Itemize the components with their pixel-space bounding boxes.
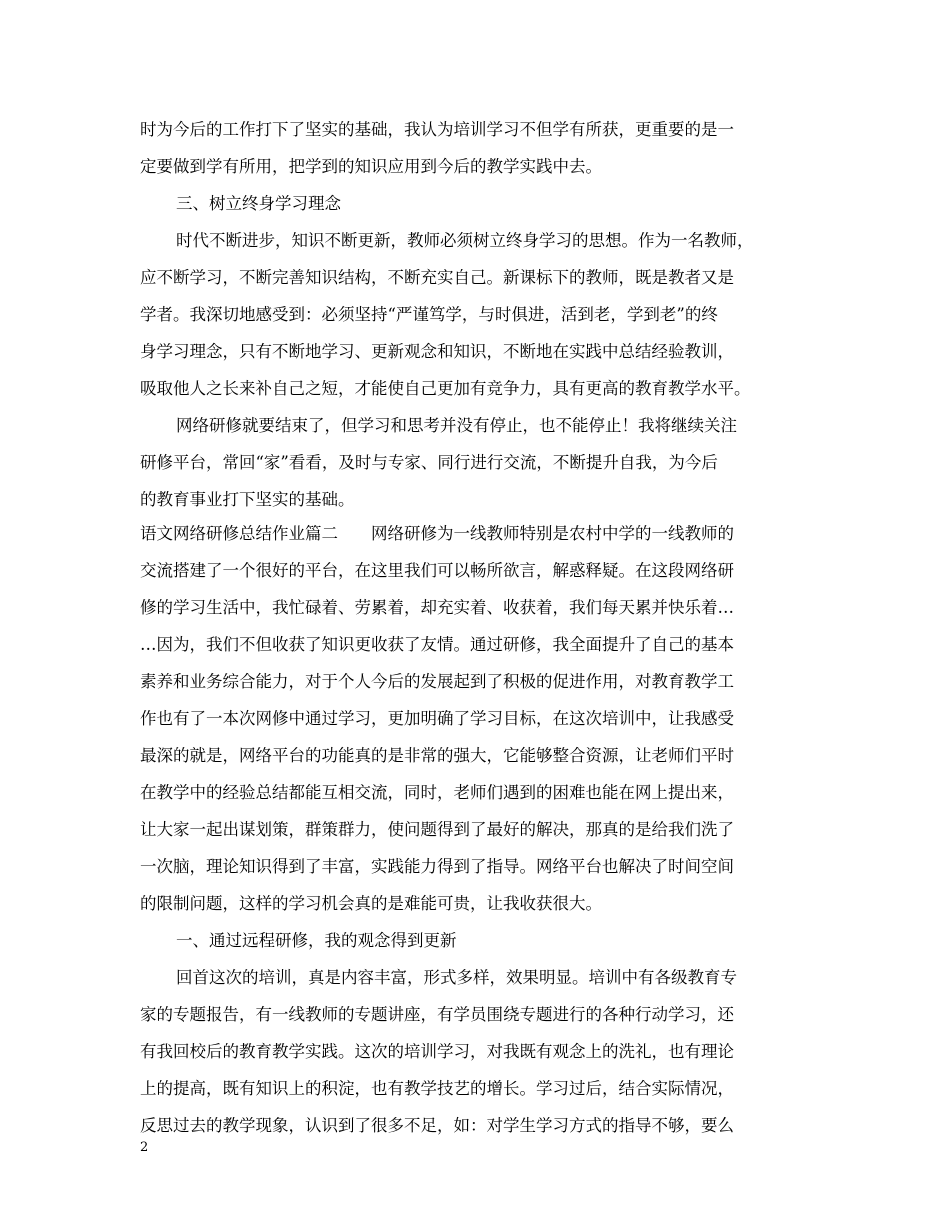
text-line-11: 的教育事业打下坚实的基础。 [140,490,355,509]
text-line-14: 修的学习生活中，我忙碌着、劳累着，却充实着、收获着，我们每天累并快乐着… [140,598,734,617]
text-line-18: 最深的就是，网络平台的功能真的是非常的强大，它能够整合资源，让老师们平时 [140,746,734,765]
text-line-10: 研修平台，常回“家”看看，及时与专家、同行进行交流，不断提升自我，为今后 [140,453,718,472]
text-line-26: 有我回校后的教育教学实践。这次的培训学习，对我既有观念上的洗礼，也有理论 [140,1042,734,1061]
article-title-line: 语文网络研修总结作业篇二 网络研修为一线教师特别是农村中学的一线教师的 [140,524,734,543]
text-line-19: 在教学中的经验总结都能互相交流，同时，老师们遇到的困难也能在网上提出来， [140,783,734,802]
text-line-8: 吸取他人之长来补自己之短，才能使自己更加有竞争力，具有更高的教育教学水平。 [140,379,751,398]
text-line-9: 网络研修就要结束了，但学习和思考并没有停止，也不能停止！我将继续关注 [176,416,737,435]
section-heading-23: 一、通过远程研修，我的观念得到更新 [176,931,457,950]
text-line-22: 的限制问题，这样的学习机会真的是难能可贵，让我收获很大。 [140,894,602,913]
text-line-4: 时代不断进步，知识不断更新，教师必须树立终身学习的思想。作为一名教师， [176,231,754,250]
text-line-25: 家的专题报告，有一线教师的专题讲座，有学员围绕专题进行的各种行动学习，还 [140,1005,734,1024]
text-line-15: …因为，我们不但收获了知识更收获了友情。通过研修，我全面提升了自己的基本 [140,635,734,654]
text-line-27: 上的提高，既有知识上的积淀，也有教学技艺的增长。学习过后，结合实际情况， [140,1079,734,1098]
text-line-17: 作也有了一本次网修中通过学习，更加明确了学习目标，在这次培训中，让我感受 [140,709,734,728]
text-line-13: 交流搭建了一个很好的平台，在这里我们可以畅所欲言，解惑释疑。在这段网络研 [140,561,734,580]
text-line-5: 应不断学习，不断完善知识结构，不断充实自己。新课标下的教师，既是教者又是 [140,268,734,287]
text-line-16: 素养和业务综合能力，对于个人今后的发展起到了积极的促进作用，对教育教学工 [140,672,734,691]
text-line-6: 学者。我深切地感受到：必须坚持“严谨笃学，与时俱进，活到老，学到老”的终 [140,305,718,324]
text-line-1: 时为今后的工作打下了坚实的基础，我认为培训学习不但学有所获，更重要的是一 [140,120,734,139]
text-line-7: 身学习理念，只有不断地学习、更新观念和知识，不断地在实践中总结经验教训， [140,342,734,361]
text-line-21: 一次脑，理论知识得到了丰富，实践能力得到了指导。网络平台也解决了时间空间 [140,857,734,876]
page-number: 2 [140,1140,149,1155]
text-line-24: 回首这次的培训，真是内容丰富，形式多样，效果明显。培训中有各级教育专 [176,968,737,987]
text-line-20: 让大家一起出谋划策，群策群力，使问题得到了最好的解决，那真的是给我们洗了 [140,820,734,839]
text-line-28: 反思过去的教学现象，认识到了很多不足，如：对学生学习方式的指导不够，要么 [140,1116,734,1135]
text-line-2: 定要做到学有所用，把学到的知识应用到今后的教学实践中去。 [140,157,602,176]
section-heading-3: 三、树立终身学习理念 [176,194,341,213]
